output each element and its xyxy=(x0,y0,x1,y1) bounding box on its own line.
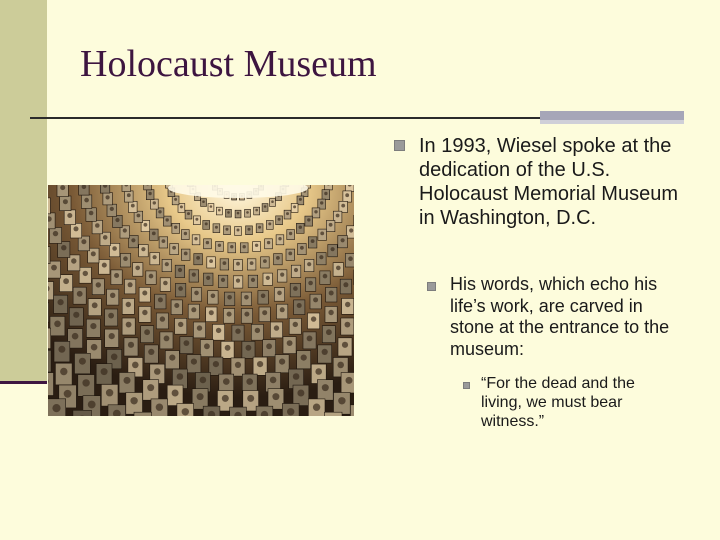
portrait-face xyxy=(108,313,114,319)
portrait-face xyxy=(341,238,345,242)
portrait-face xyxy=(111,354,118,361)
portrait-face xyxy=(261,294,266,299)
portrait-face xyxy=(154,368,161,375)
portrait-face xyxy=(89,211,94,216)
portrait-face xyxy=(293,322,298,327)
portrait-face xyxy=(195,218,198,221)
portrait-face xyxy=(174,226,177,229)
portrait-face xyxy=(236,262,240,266)
portrait-face xyxy=(131,204,135,208)
portrait-face xyxy=(178,322,183,327)
portrait-face xyxy=(293,286,298,291)
portrait-face xyxy=(218,209,221,212)
portrait-face xyxy=(137,214,141,218)
portrait-face xyxy=(79,358,86,365)
portrait-face xyxy=(67,213,72,218)
portrait-face xyxy=(77,291,83,297)
portrait-face xyxy=(123,228,127,232)
portrait-face xyxy=(343,282,348,287)
portrait-tile xyxy=(48,282,54,300)
portrait-face xyxy=(225,345,231,351)
portrait-face xyxy=(209,259,213,263)
portrait-face xyxy=(320,232,324,236)
portrait-face xyxy=(52,404,60,412)
portrait-face xyxy=(263,259,267,263)
portrait-face xyxy=(88,401,96,409)
left-accent-band xyxy=(0,0,47,383)
portrait-face xyxy=(250,261,254,265)
portrait-face xyxy=(172,246,176,250)
portrait-face xyxy=(152,232,156,236)
portrait-face xyxy=(278,218,281,221)
bullet-marker-level2 xyxy=(427,282,436,291)
portrait-tile xyxy=(48,247,50,264)
portrait-tile xyxy=(48,198,50,214)
portrait-face xyxy=(58,299,64,305)
portrait-face xyxy=(337,362,344,369)
portrait-tile xyxy=(48,350,51,372)
portrait-face xyxy=(313,297,318,302)
portrait-face xyxy=(109,333,115,339)
portrait-face xyxy=(346,377,353,384)
portrait-face xyxy=(147,384,154,391)
portrait-face xyxy=(144,329,150,335)
portrait-face xyxy=(158,210,161,213)
portrait-tile xyxy=(48,373,54,396)
portrait-face xyxy=(251,278,255,282)
portrait-face xyxy=(348,256,353,261)
portrait-face xyxy=(311,239,315,243)
portrait-face xyxy=(158,297,163,302)
portrait-face xyxy=(141,247,145,251)
portrait-face xyxy=(307,218,310,221)
portrait-face xyxy=(226,228,229,231)
portrait-face xyxy=(213,361,219,367)
portrait-face xyxy=(297,303,302,308)
portrait-face xyxy=(329,223,333,227)
portrait-face xyxy=(123,256,128,261)
portrait-face xyxy=(60,368,67,375)
portrait-face xyxy=(299,198,302,201)
portrait-face xyxy=(128,342,134,348)
portrait-face xyxy=(153,255,157,259)
portrait-face xyxy=(106,195,110,199)
portrait-face xyxy=(336,214,340,218)
portrait-face xyxy=(54,321,61,328)
portrait-face xyxy=(110,293,115,298)
portrait-face xyxy=(169,355,175,361)
portrait-face xyxy=(177,373,184,380)
portrait-face xyxy=(74,226,79,231)
portrait-face xyxy=(223,378,230,385)
portrait-face xyxy=(102,263,107,268)
portrait-face xyxy=(301,355,307,361)
slide-title: Holocaust Museum xyxy=(80,43,377,85)
portrait-face xyxy=(128,282,133,287)
portrait-face xyxy=(206,241,209,244)
portrait-tile xyxy=(73,410,92,416)
portrait-face xyxy=(286,212,289,215)
portrait-face xyxy=(112,246,117,251)
portrait-face xyxy=(166,218,169,221)
portrait-face xyxy=(124,377,131,384)
portrait-face xyxy=(91,251,96,256)
portrait-face xyxy=(91,344,98,351)
portrait-face xyxy=(53,231,58,236)
portrait-face xyxy=(103,235,108,240)
portrait-face xyxy=(279,359,285,365)
portrait-face xyxy=(194,237,197,240)
portrait-face xyxy=(289,232,292,235)
portrait-face xyxy=(202,200,205,203)
portrait-face xyxy=(258,226,261,229)
portrait-face xyxy=(276,256,280,260)
portrait-face xyxy=(246,378,253,385)
portrait-face xyxy=(230,245,233,248)
portrait-face xyxy=(294,268,298,272)
portrait-face xyxy=(197,393,204,400)
portrait-face xyxy=(101,368,108,375)
portrait-tile xyxy=(144,185,152,190)
portrait-face xyxy=(216,328,221,333)
title-divider-accent-shadow xyxy=(540,120,684,124)
portrait-face xyxy=(160,316,165,321)
portrait-face xyxy=(287,340,293,346)
hall-of-names-photo xyxy=(48,185,354,416)
portrait-face xyxy=(262,310,267,315)
portrait-face xyxy=(72,333,79,340)
portrait-face xyxy=(182,408,189,415)
portrait-face xyxy=(82,379,89,386)
portrait-face xyxy=(84,198,89,203)
portrait-face xyxy=(215,226,218,229)
portrait-face xyxy=(246,211,249,214)
portrait-face xyxy=(184,232,187,235)
portrait-face xyxy=(162,239,166,243)
portrait-tile xyxy=(350,405,354,416)
portrait-face xyxy=(92,302,98,308)
portrait-face xyxy=(206,276,210,280)
portrait-face xyxy=(110,207,114,211)
portrait-face xyxy=(172,390,179,397)
portrait-face xyxy=(83,271,88,276)
portrait-face xyxy=(244,295,249,300)
portrait-face xyxy=(326,329,332,335)
portrait-face xyxy=(323,274,328,279)
portrait-tile xyxy=(325,185,333,190)
portrait-face xyxy=(324,192,327,195)
portrait-face xyxy=(319,255,323,259)
portrait-face xyxy=(174,303,179,308)
portrait-face xyxy=(115,218,119,222)
portrait-face xyxy=(341,204,345,208)
portrait-face xyxy=(130,397,137,404)
portrait-face xyxy=(148,192,151,195)
portrait-face xyxy=(255,328,260,333)
portrait-face xyxy=(274,325,279,330)
portrait-face xyxy=(246,345,252,351)
portrait-face xyxy=(237,212,240,215)
portrait-face xyxy=(278,237,281,240)
portrait-face xyxy=(255,244,258,247)
bullet-level1: In 1993, Wiesel spoke at the dedication of the U.S. Holocaust Memorial Museum in Washington, D.C. xyxy=(419,135,678,229)
portrait-face xyxy=(192,273,196,277)
portrait-face xyxy=(223,261,227,265)
portrait-face xyxy=(299,226,302,229)
portrait-face xyxy=(320,201,323,204)
portrait-face xyxy=(163,281,168,286)
portrait-face xyxy=(196,256,200,260)
portrait-face xyxy=(280,273,284,277)
portrait-face xyxy=(307,262,311,266)
portrait-face xyxy=(247,395,254,402)
portrait-face xyxy=(164,336,170,342)
portrait-face xyxy=(174,198,177,201)
portrait-face xyxy=(178,268,182,272)
portrait-face xyxy=(63,199,68,204)
portrait-face xyxy=(235,329,240,334)
portrait-face xyxy=(257,361,263,367)
portrait-face xyxy=(184,340,190,346)
portrait-face xyxy=(293,373,300,380)
portrait-face xyxy=(297,390,304,397)
portrait-face xyxy=(126,302,131,307)
portrait-face xyxy=(73,312,79,318)
portrait-face xyxy=(64,390,72,398)
portrait-face xyxy=(204,343,210,349)
portrait-tile xyxy=(48,303,49,322)
portrait-face xyxy=(264,205,267,208)
portrait-face xyxy=(268,222,271,225)
portrait-face xyxy=(209,310,214,315)
portrait-face xyxy=(227,312,232,317)
portrait-face xyxy=(126,322,132,328)
portrait-face xyxy=(345,302,350,307)
portrait-face xyxy=(222,395,229,402)
portrait-tile xyxy=(48,328,51,349)
portrait-face xyxy=(194,291,199,296)
portrait-face xyxy=(165,262,169,266)
portrait-face xyxy=(300,246,304,250)
portrait-face xyxy=(197,325,202,330)
portrait-face xyxy=(210,205,213,208)
portrait-face xyxy=(236,279,240,283)
portrait-face xyxy=(322,384,329,391)
portrait-face xyxy=(293,205,296,208)
portrait-face xyxy=(322,349,328,355)
portrait-face xyxy=(153,201,156,204)
portrait-face xyxy=(132,362,139,369)
portrait-face xyxy=(148,349,154,355)
portrait-face xyxy=(90,323,96,329)
title-divider-accent xyxy=(540,111,684,120)
portrait-face xyxy=(287,408,294,415)
portrait-face xyxy=(184,252,188,256)
portrait-face xyxy=(315,368,322,375)
portrait-face xyxy=(235,362,241,368)
hall-of-names-image xyxy=(48,185,354,416)
portrait-face xyxy=(331,247,335,251)
portrait-face xyxy=(313,404,320,411)
portrait-face xyxy=(288,252,292,256)
bullet-marker-level3 xyxy=(463,382,470,389)
portrait-face xyxy=(227,211,230,214)
portrait-tile xyxy=(134,412,152,416)
portrait-face xyxy=(95,223,100,228)
portrait-face xyxy=(342,342,348,348)
portrait-face xyxy=(244,312,249,317)
portrait-face xyxy=(144,223,148,227)
portrait-face xyxy=(277,291,282,296)
portrait-tile xyxy=(324,412,342,416)
portrait-face xyxy=(191,359,197,365)
portrait-face xyxy=(266,276,270,280)
portrait-face xyxy=(328,310,333,315)
portrait-face xyxy=(336,266,341,271)
portrait-face xyxy=(308,281,313,286)
portrait-face xyxy=(311,316,316,321)
bullet-level3: “For the dead and the living, we must bear witness.” xyxy=(481,375,635,431)
portrait-face xyxy=(307,336,313,342)
portrait-face xyxy=(187,212,190,215)
portrait-face xyxy=(314,210,317,213)
portrait-face xyxy=(114,273,119,278)
portrait-face xyxy=(255,209,258,212)
portrait-face xyxy=(218,244,221,247)
portrait-face xyxy=(142,291,147,296)
portrait-face xyxy=(345,322,351,328)
bullet-level2: His words, which echo his life’s work, are carved in stone at the entrance to the museum: xyxy=(450,274,670,359)
portrait-face xyxy=(58,346,65,353)
portrait-face xyxy=(156,404,163,411)
portrait-face xyxy=(178,286,183,291)
portrait-face xyxy=(338,397,345,404)
portrait-face xyxy=(267,241,270,244)
portrait-face xyxy=(349,228,353,232)
portrait-face xyxy=(243,245,246,248)
portrait-face xyxy=(248,228,251,231)
portrait-face xyxy=(329,291,334,296)
left-accent-underline xyxy=(0,381,47,384)
portrait-face xyxy=(180,205,183,208)
portrait-face xyxy=(227,295,232,300)
portrait-face xyxy=(60,185,65,190)
portrait-face xyxy=(63,278,69,284)
portrait-face xyxy=(266,343,272,349)
portrait-face xyxy=(127,193,131,197)
portrait-face xyxy=(135,266,140,271)
portrait-face xyxy=(345,193,349,197)
portrait-face xyxy=(96,282,101,287)
portrait-face xyxy=(131,238,135,242)
portrait-face xyxy=(81,239,86,244)
portrait-face xyxy=(280,307,285,312)
portrait-face xyxy=(272,393,279,400)
portrait-face xyxy=(200,377,207,384)
portrait-face xyxy=(191,307,196,312)
portrait-face xyxy=(142,310,147,315)
portrait-face xyxy=(271,200,274,203)
portrait-face xyxy=(149,274,154,279)
portrait-face xyxy=(106,389,113,396)
portrait-face xyxy=(221,278,225,282)
portrait-face xyxy=(61,245,66,250)
portrait-face xyxy=(211,294,216,299)
portrait-face xyxy=(71,258,76,263)
portrait-face xyxy=(51,265,57,271)
portrait-face xyxy=(270,377,277,384)
bullet-marker-level1 xyxy=(394,140,405,151)
portrait-face xyxy=(205,222,208,225)
portrait-face xyxy=(237,229,240,232)
